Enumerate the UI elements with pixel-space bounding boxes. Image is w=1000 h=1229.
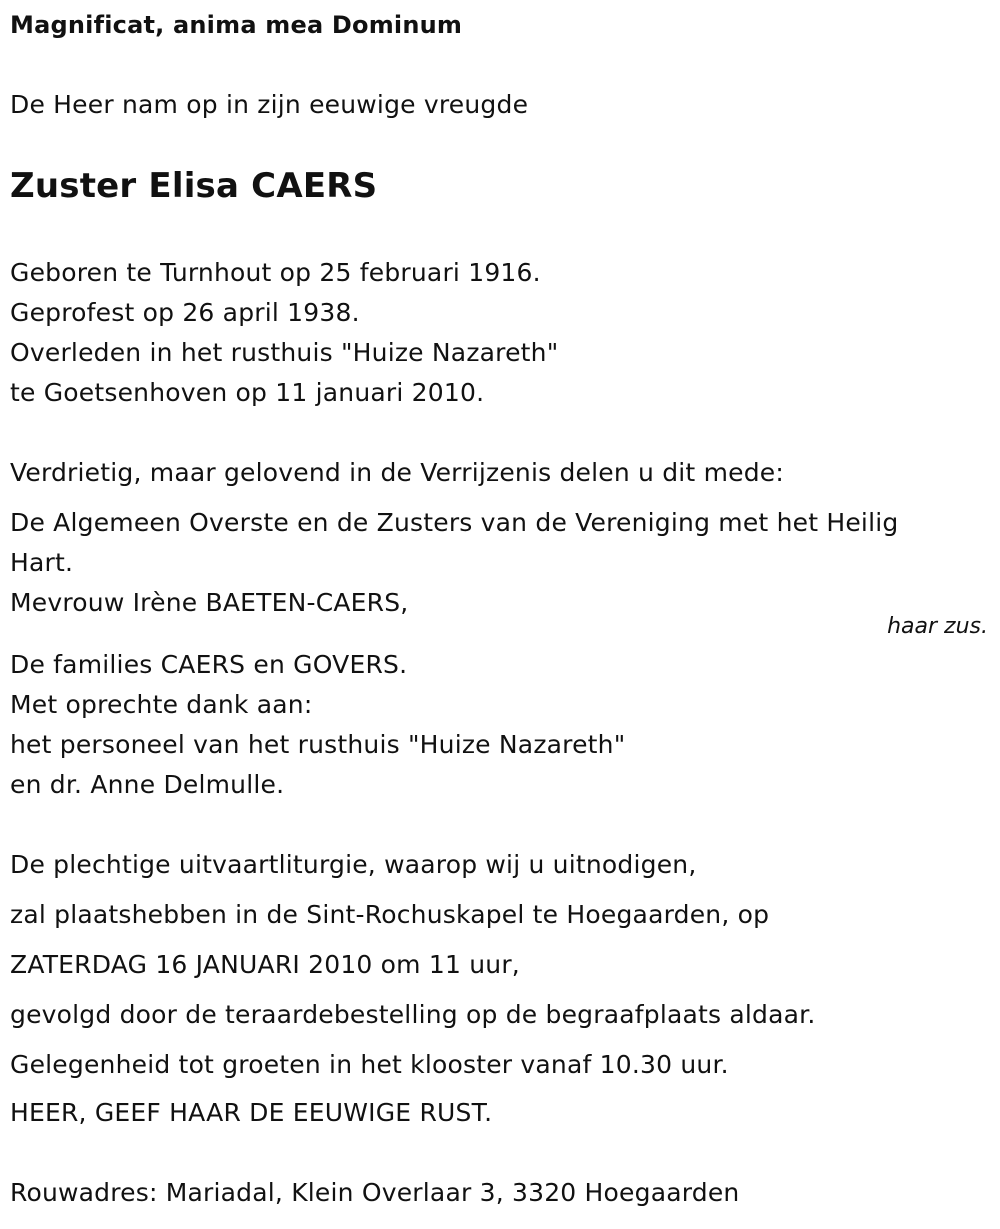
funeral-prayer: HEER, GEEF HAAR DE EEUWIGE RUST.: [10, 1098, 493, 1127]
funeral-burial: gevolgd door de teraardebestelling op de begraafplaats aldaar.: [10, 1000, 816, 1029]
deceased-name: Zuster Elisa CAERS: [10, 166, 378, 206]
mourner-congregation: De Algemeen Overste en de Zusters van de Vereniging met het Heilig: [10, 508, 899, 537]
thanks-doctor: en dr. Anne Delmulle.: [10, 770, 285, 799]
bio-death-place: Overleden in het rusthuis "Huize Nazareth": [10, 338, 559, 367]
thanks-staff: het personeel van het rusthuis "Huize Nazareth": [10, 730, 626, 759]
intro-text: De Heer nam op in zijn eeuwige vreugde: [10, 90, 529, 119]
bio-death-date: te Goetsenhoven op 11 januari 2010.: [10, 378, 485, 407]
funeral-invitation: De plechtige uitvaartliturgie, waarop wij u uitnodigen,: [10, 850, 697, 879]
motto: Magnificat, anima mea Dominum: [10, 11, 463, 39]
mourning-address: Rouwadres: Mariadal, Klein Overlaar 3, 3320 Hoegaarden: [10, 1178, 740, 1207]
mourner-sister-name: Mevrouw Irène BAETEN-CAERS,: [10, 588, 409, 617]
funeral-visitation: Gelegenheid tot groeten in het klooster vanaf 10.30 uur.: [10, 1050, 729, 1079]
mourner-congregation-cont: Hart.: [10, 548, 74, 577]
mourner-sister-relation: haar zus.: [887, 614, 988, 639]
bio-profession: Geprofest op 26 april 1938.: [10, 298, 360, 327]
mourner-families: De families CAERS en GOVERS.: [10, 650, 408, 679]
funeral-location: zal plaatshebben in de Sint-Rochuskapel te Hoegaarden, op: [10, 900, 770, 929]
announcement: Verdrietig, maar gelovend in de Verrijzenis delen u dit mede:: [10, 458, 784, 487]
bio-birth: Geboren te Turnhout op 25 februari 1916.: [10, 258, 541, 287]
thanks-heading: Met oprechte dank aan:: [10, 690, 313, 719]
funeral-date: ZATERDAG 16 JANUARI 2010 om 11 uur,: [10, 950, 520, 979]
